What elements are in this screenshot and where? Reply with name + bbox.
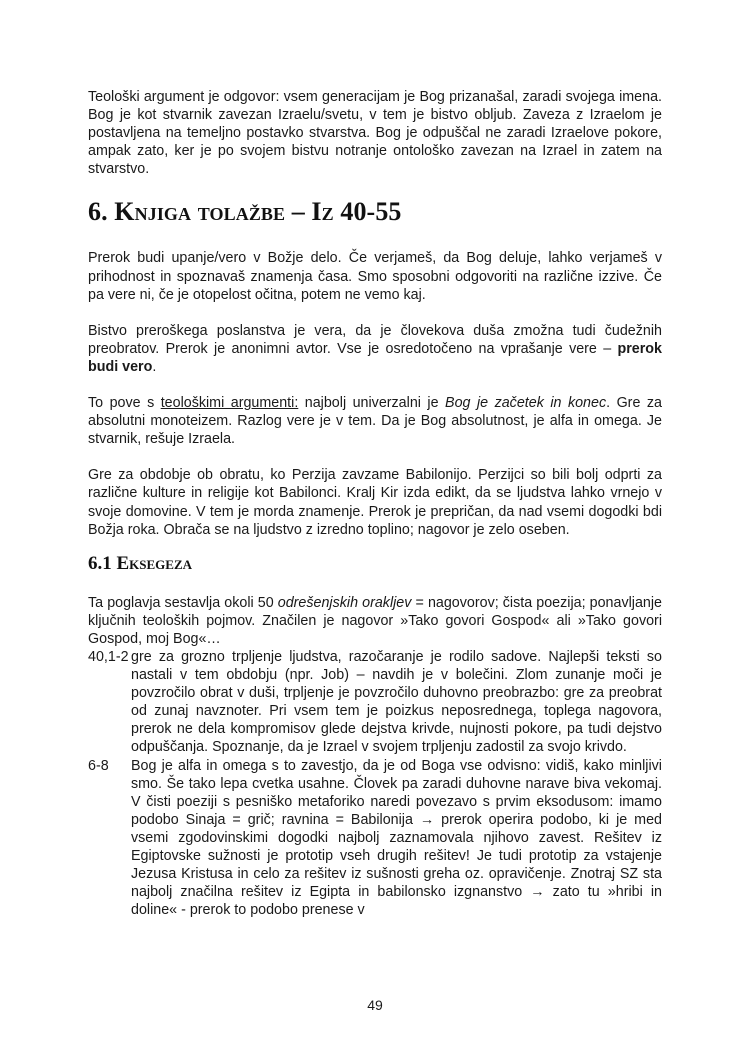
paragraph-bistvo — [88, 322, 662, 376]
paragraph-bistvo-text: Bistvo preroškega poslanstva je vera, da je človekova duša zmožna tudi čudežnih preobratov. Prerok je anonimni avtor. Vse je osredotočeno na vprašanje vere – — [88, 322, 662, 357]
verse-reference: 6-8 — [88, 757, 109, 774]
bold-phrase: prerok budi vero — [88, 340, 662, 375]
paragraph-teoloski-argumenti — [88, 394, 662, 448]
section-heading: 6.1 Eksegeza — [88, 552, 193, 574]
p3-end: . Gre za absolutni monoteizem. Razlog vere je v tem. Da je Bog absolutnost, je alfa in omega. Je stvarnik, rešuje Izraela. — [88, 395, 662, 448]
verse-commentary: gre za grozno trpljenje ljudstva, razočaranje je rodilo sadove. Najlepši teksti so nastali v tem obdobju (npr. Job) – navdih je v bolečini. Zlom zunanje moči je povzročilo obrat v duši, trpljenje je povzročilo duhovno preobrazbo: gre za preobrat od zunaj navznoter. Pri vsem tem je poizkus neposrednega, toplega nagovora, prerok ne dela kompromisov glede dejstva krivde, nujnosti pokore, pa tudi dejstvo odpuščanja. Spoznanje, da je Izrael v svojem trpljenju zadostil za svojo krivdo. — [131, 648, 662, 756]
verse-commentary: Bog je alfa in omega s to zavestjo, da je od Boga vse odvisno: vidiš, kako minljivi smo. Še tako lepa cvetka usahne. Človek pa zaradi duhovne narave biva vekomaj. V čisti poeziji s pesniško metaforiko naredi povezavo s prvim eksodusom: imamo podobo Sinaja = grič; ravnina = Babilonija → prerok operira podobo, ki je med vsemi zgodovinskimi dogodki najbolj zaznamovala njihovo zavest. Rešitev iz Egiptovske sužnosti je prototip vseh drugih rešitev! Je tudi prototip za vstajenje Jezusa Kristusa in celo za rešitev iz sušnosti greha oz. opravičenje. Znotraj SZ sta najbolj značilna rešitev iz Egipta in babilonsko izgnanstvo → zato tu »hribi in doline« - prerok to podobo prenese v — [131, 757, 662, 919]
p3-start: To pove s — [88, 395, 161, 412]
chapter-heading: 6. Knjiga tolažbe – Iz 40-55 — [88, 197, 402, 227]
paragraph-perzija: Gre za obdobje ob obratu, ko Perzija zavzame Babilonijo. Perzijci so bili bolj odprti za različne kulture in religije kot Babilonci. Kralj Kir izda edikt, da se ljudstva lahko vrnejo v svoje domovine. V tem je morda znamenje. Prerok je prepričan, da nad vsemi dogodki bdi Božja roka. Obrača se na ljudstvo z izredno toplino; nagovor je zelo oseben. — [88, 467, 662, 538]
verse-entry — [88, 757, 662, 920]
verse-reference: 40,1-2 — [88, 648, 129, 665]
intro-paragraph: Teološki argument je odgovor: vsem generacijam je Bog prizanašal, zaradi svojega imena. Bog je kot stvarnik zavezan Izraelu/svetu, v tem je bistvo obljub. Zaveza z Izraelom je postavljena na temeljno postavko stvarstva. Bog je odpuščal ne zaradi Izraelove pokore, ampak zato, ker je po svojem bistvu notranje ontološko zavezan na Izrael in zatem na stvarstvo. — [88, 89, 662, 178]
verse-entry — [88, 648, 662, 757]
paragraph-bistvo-end: . — [152, 358, 157, 375]
italic-phrase: Bog je začetek in konec — [445, 395, 607, 412]
italic-orakljev: odrešenjskih orakljev — [277, 594, 412, 611]
p5-end: = nagovorov; čista poezija; ponavljanje ključnih teoloških pojmov. Značilen je nagovor »Tako govori Gospod« ali »Tako govori Gospod, moj Bog«… — [88, 594, 662, 647]
p5-start: Ta poglavja sestavlja okoli 50 — [88, 594, 278, 611]
paragraph-poglavja — [88, 594, 662, 648]
p3-mid: najbolj univerzalni je — [298, 395, 446, 412]
document-page — [88, 88, 662, 919]
underlined-phrase: teološkimi argumenti: — [160, 395, 299, 412]
paragraph-prerok-budi-upanje: Prerok budi upanje/vero v Božje delo. Če verjameš, da Bog deluje, lahko verjameš v prihodnost in spoznavaš znamenja časa. Smo sposobni odgovoriti na različne izzive. Če pa vere ni, če je otopelost očitna, potem ne vemo kaj. — [88, 250, 662, 303]
page-number: 49 — [367, 997, 383, 1013]
